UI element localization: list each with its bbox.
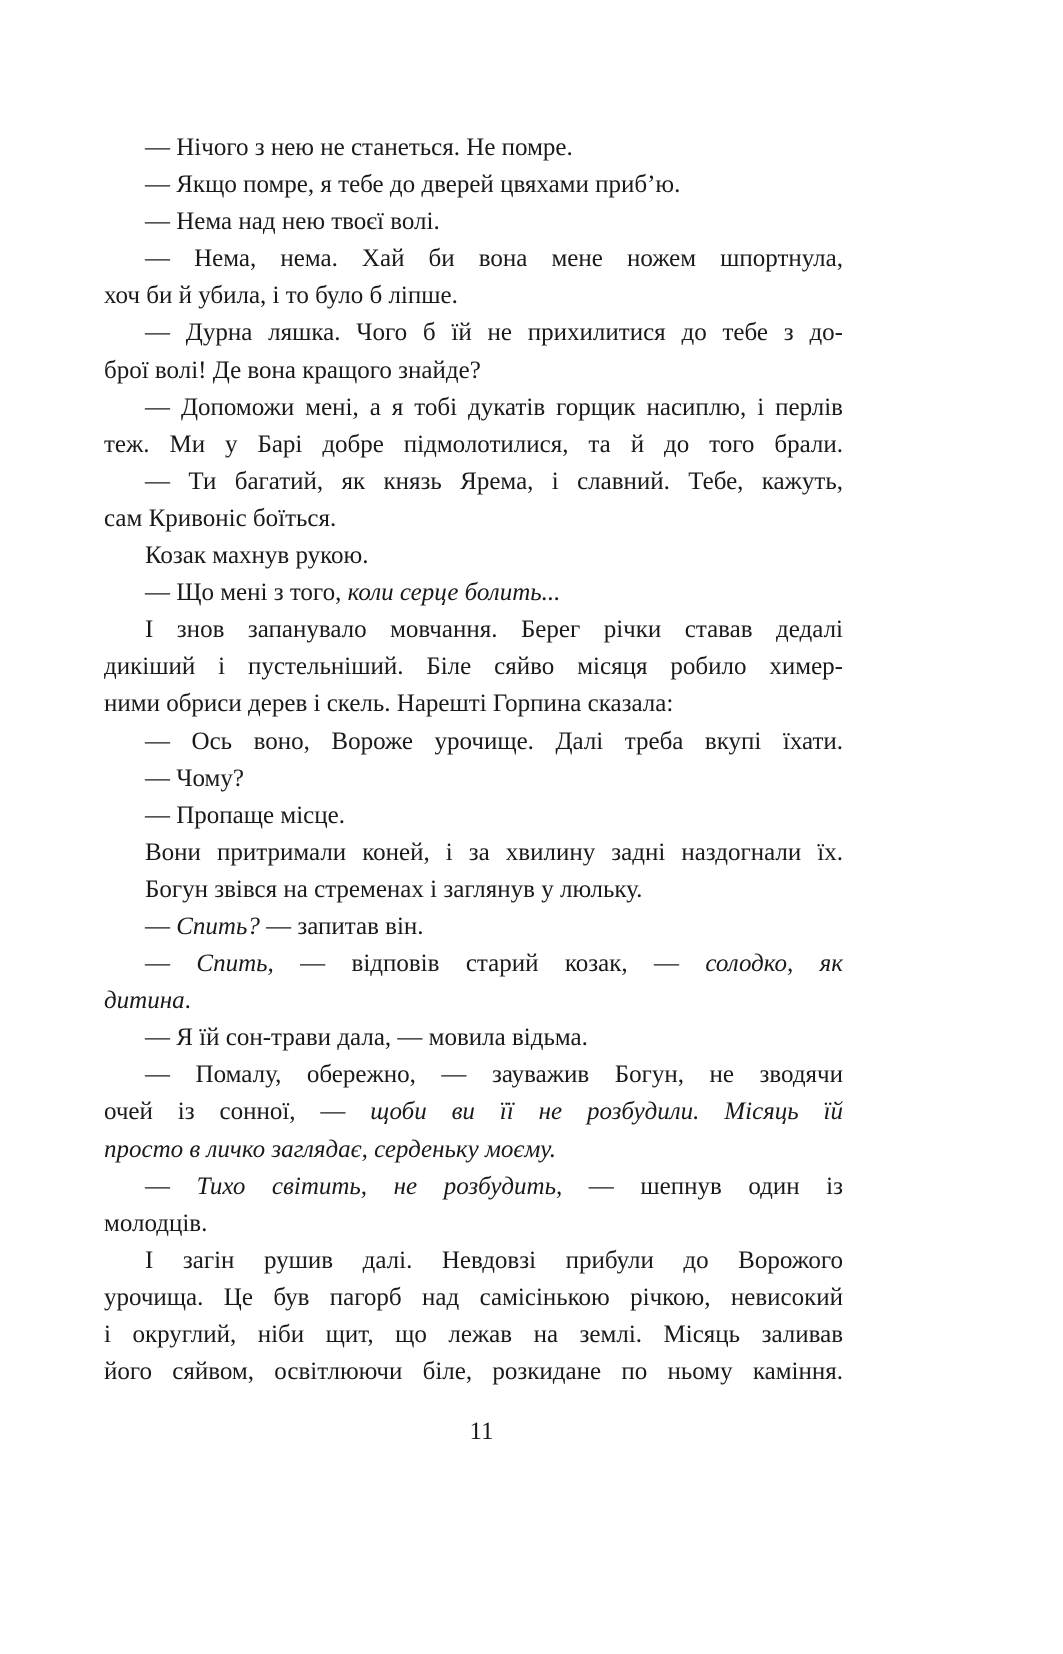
text-line (104, 834, 843, 871)
text-line (104, 871, 843, 908)
text-line (104, 203, 843, 240)
text-segment: хоч би й убила, і то було б ліпше. (104, 282, 458, 310)
text-line (104, 463, 843, 500)
text-segment: — шепнув один із (562, 1172, 843, 1200)
italic-text: Тихо світить, не розбудить, (196, 1172, 563, 1200)
text-segment: — Ось воно, Вороже урочище. Далі треба вкупі їхати. (145, 727, 843, 755)
text-segment: ними обриси дерев і скель. Нарешті Горпина сказала: (104, 690, 674, 718)
text-segment: — Якщо помре, я тебе до дверей цвяхами приб’ю. (145, 171, 681, 199)
text-segment: теж. Ми у Барі добре підмолотилися, та й до того брали. (104, 430, 843, 458)
text-segment: — (145, 912, 177, 940)
text-segment: . (184, 987, 191, 1015)
text-segment: — Помалу, обережно, — зауважив Богун, не зводячи (145, 1061, 843, 1089)
text-line (104, 129, 843, 166)
italic-text: Спить, (196, 950, 274, 978)
text-line (104, 1279, 843, 1316)
text-segment: І знов запанувало мовчання. Берег річки ставав дедалі (145, 616, 843, 644)
italic-text: солодко, як (705, 950, 843, 978)
text-segment: — Дурна ляшка. Чого б їй не прихилитися до тебе з до- (145, 319, 843, 347)
text-segment: сам Кривоніс боїться. (104, 504, 337, 532)
text-line (104, 685, 843, 722)
text-line (104, 982, 843, 1019)
text-segment: — Що мені з того, (145, 579, 348, 607)
text-line (104, 426, 843, 463)
text-line (104, 389, 843, 426)
text-line (104, 277, 843, 314)
text-line (104, 1205, 843, 1242)
text-line (104, 240, 843, 277)
text-segment: Вони притримали коней, і за хвилину задні наздогнали їх. (145, 838, 843, 866)
text-segment: — (145, 1172, 197, 1200)
text-segment: молодців. (104, 1209, 208, 1237)
text-segment: — Пропаще місце. (145, 801, 345, 829)
italic-text: щоби ви її не розбудили. Місяць їй (370, 1098, 843, 1126)
italic-text: просто в личко заглядає, серденьку моєму. (104, 1135, 557, 1163)
text-line (104, 1019, 843, 1056)
text-segment: — відповів старий козак, — (273, 950, 706, 978)
text-line (104, 314, 843, 351)
text-segment: урочища. Це був пагорб над самісінькою річкою, невисокий (104, 1283, 843, 1311)
text-segment: — Нема над нею твоєї волі. (145, 208, 440, 236)
text-segment: — Ти багатий, як князь Ярема, і славний. Тебе, кажуть, (145, 467, 843, 495)
text-line (104, 1242, 843, 1279)
text-line (104, 1316, 843, 1353)
text-segment: — Нема, нема. Хай би вона мене ножем шпортнула, (145, 245, 843, 273)
page-body-text (104, 129, 843, 1390)
text-line (104, 908, 843, 945)
italic-text: дитина (104, 987, 185, 1015)
text-line (104, 1353, 843, 1390)
text-line (104, 945, 843, 982)
text-line (104, 797, 843, 834)
text-segment: — запитав він. (259, 912, 424, 940)
text-line (104, 611, 843, 648)
text-line (104, 166, 843, 203)
text-line (104, 1093, 843, 1130)
italic-text: коли серце болить... (347, 579, 561, 607)
text-line (104, 723, 843, 760)
text-segment: очей із сонної, — (104, 1098, 371, 1126)
text-segment: — Нічого з нею не станеться. Не помре. (145, 134, 573, 161)
text-line (104, 1131, 843, 1168)
text-segment: його сяйвом, освітлюючи біле, розкидане по ньому каміння. (104, 1358, 843, 1386)
text-segment: Богун звівся на стременах і заглянув у люльку. (145, 875, 643, 903)
text-segment: брої волі! Де вона кращого знайде? (104, 356, 481, 384)
page-number: 11 (469, 1418, 494, 1445)
text-segment: — (145, 950, 197, 978)
text-segment: — Чому? (145, 764, 244, 792)
text-line (104, 574, 843, 611)
text-segment: — Допоможи мені, а я тобі дукатів горщик насиплю, і перлів (145, 393, 843, 421)
text-line (104, 1168, 843, 1205)
text-line (104, 537, 843, 574)
text-line (104, 500, 843, 537)
text-segment: І загін рушив далі. Невдовзі прибули до Ворожого (145, 1246, 843, 1274)
text-segment: Козак махнув рукою. (145, 542, 369, 570)
text-line (104, 352, 843, 389)
text-line (104, 760, 843, 797)
text-segment: і округлий, ніби щит, що лежав на землі. Місяць заливав (104, 1321, 843, 1348)
italic-text: Спить? (176, 912, 260, 940)
text-segment: — Я їй сон-трави дала, — мовила відьма. (145, 1024, 588, 1052)
text-segment: дикіший і пустельніший. Біле сяйво місяця робило химер- (104, 653, 843, 681)
text-line (104, 648, 843, 685)
text-line (104, 1056, 843, 1093)
